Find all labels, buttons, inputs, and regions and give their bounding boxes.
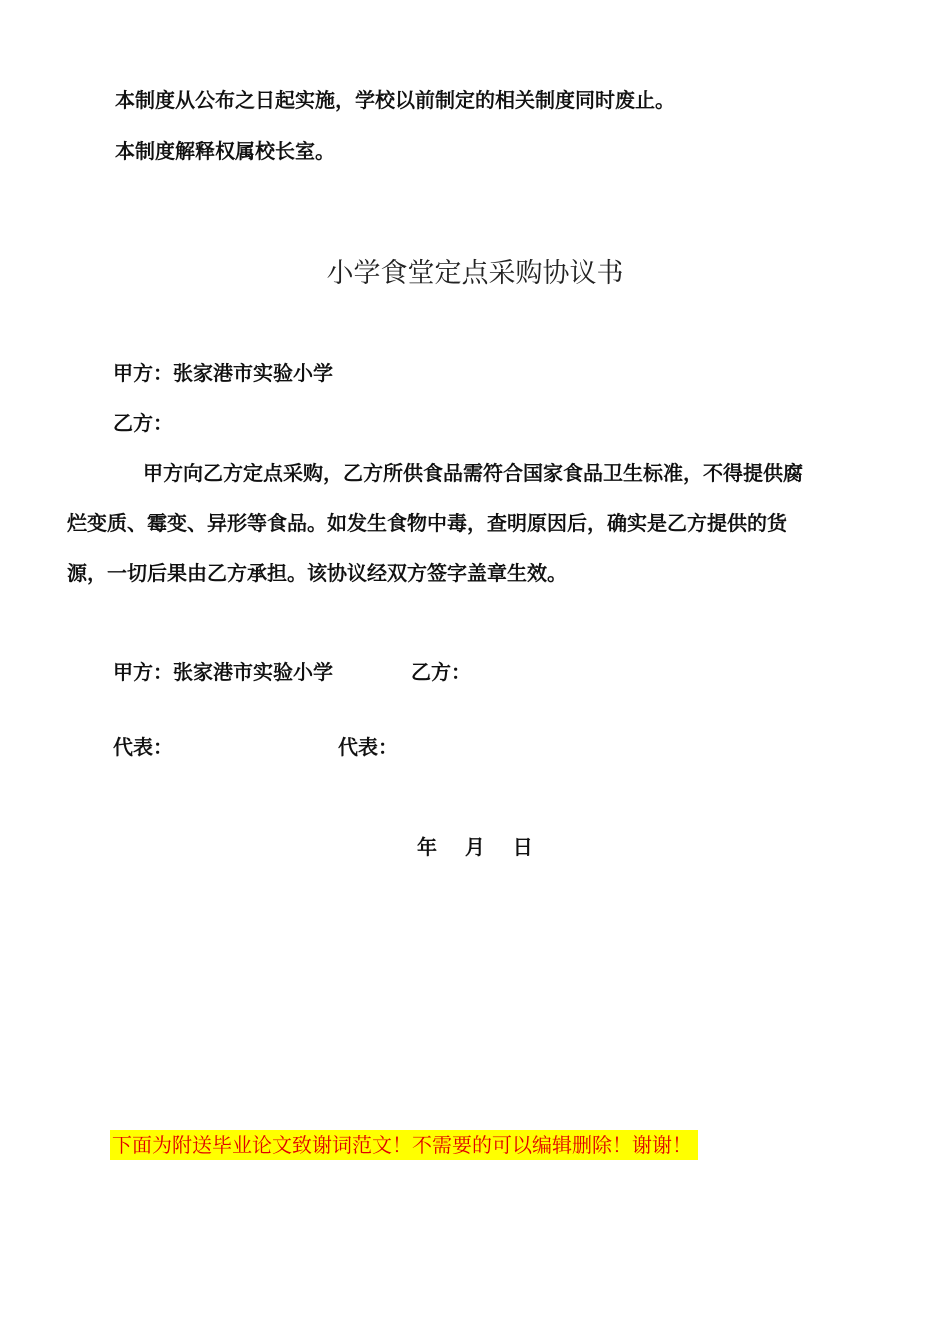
signature-rep-b: 代表： — [338, 735, 398, 759]
regulation-interpretation-line: 本制度解释权属校长室。 — [115, 139, 335, 163]
signature-date: 年 月 日 — [417, 835, 533, 859]
signature-party-a: 甲方：张家港市实验小学 — [113, 660, 333, 684]
agreement-title: 小学食堂定点采购协议书 — [326, 258, 624, 289]
highlighted-notice: 下面为附送毕业论文致谢词范文！不需要的可以编辑删除！谢谢！ — [110, 1130, 698, 1160]
signature-rep-a: 代表： — [113, 735, 173, 759]
party-a-line: 甲方：张家港市实验小学 — [113, 361, 333, 385]
agreement-body-line-1: 甲方向乙方定点采购，乙方所供食品需符合国家食品卫生标准，不得提供腐 — [143, 461, 803, 485]
regulation-effective-line: 本制度从公布之日起实施，学校以前制定的相关制度同时废止。 — [115, 88, 675, 112]
agreement-body-line-3: 源，一切后果由乙方承担。该协议经双方签字盖章生效。 — [67, 561, 567, 585]
party-b-line: 乙方： — [113, 411, 173, 435]
agreement-body-line-2: 烂变质、霉变、异形等食品。如发生食物中毒，查明原因后，确实是乙方提供的货 — [67, 511, 787, 535]
signature-party-b: 乙方： — [411, 660, 471, 684]
